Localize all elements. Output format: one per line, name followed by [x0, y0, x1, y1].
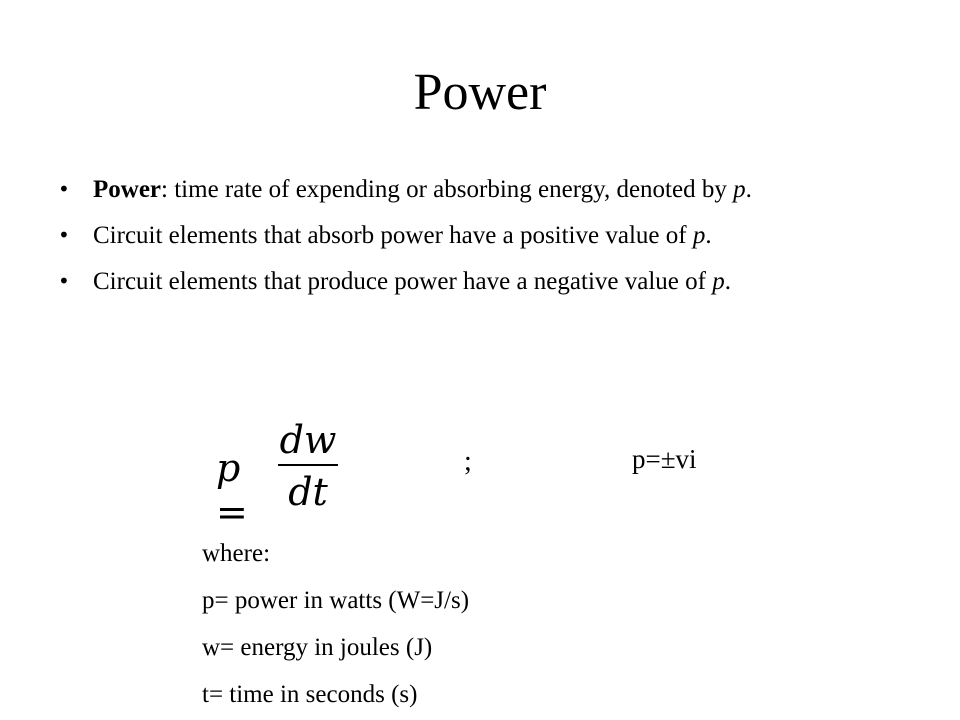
bullet-text: Circuit elements that absorb power have a positive value of [93, 222, 693, 249]
definition-item: w= energy in joules (J) [202, 634, 433, 661]
bullet-variable: p [712, 268, 725, 295]
bullet-absorb-power [58, 218, 898, 253]
definition-item: p= power in watts (W=J/s) [202, 587, 470, 614]
formula-fraction [278, 420, 338, 512]
fraction-denominator: dt [288, 470, 328, 514]
formula-lhs: p = [216, 446, 248, 534]
bullet-variable: p [692, 222, 706, 249]
bold-term: Power [93, 176, 162, 203]
fraction-numerator: dw [279, 418, 337, 462]
equation-area [0, 418, 960, 534]
bullet-end: . [705, 222, 712, 249]
definition-item: t= time in seconds (s) [202, 681, 418, 708]
bullet-produce-power [58, 264, 898, 299]
slide-title: Power [413, 64, 547, 121]
bullet-text: : time rate of expending or absorbing energy, denoted by [161, 176, 734, 203]
fraction-bar [278, 464, 338, 466]
bullet-list [58, 172, 898, 310]
bullet-text: Circuit elements that produce power have a negative value of [93, 268, 713, 295]
bullet-end: . [745, 176, 752, 203]
power-vi-formula: p=±vi [632, 444, 697, 474]
bullet-power-definition [58, 172, 898, 207]
bullet-dot: • [58, 223, 70, 247]
bullet-dot: • [58, 269, 70, 293]
definitions-list [202, 530, 469, 718]
bullet-end: . [724, 268, 731, 295]
bullet-variable: p [733, 176, 746, 203]
bullet-dot: • [58, 177, 70, 201]
equation-separator: ; [464, 446, 472, 477]
definitions-heading: where: [202, 540, 271, 567]
